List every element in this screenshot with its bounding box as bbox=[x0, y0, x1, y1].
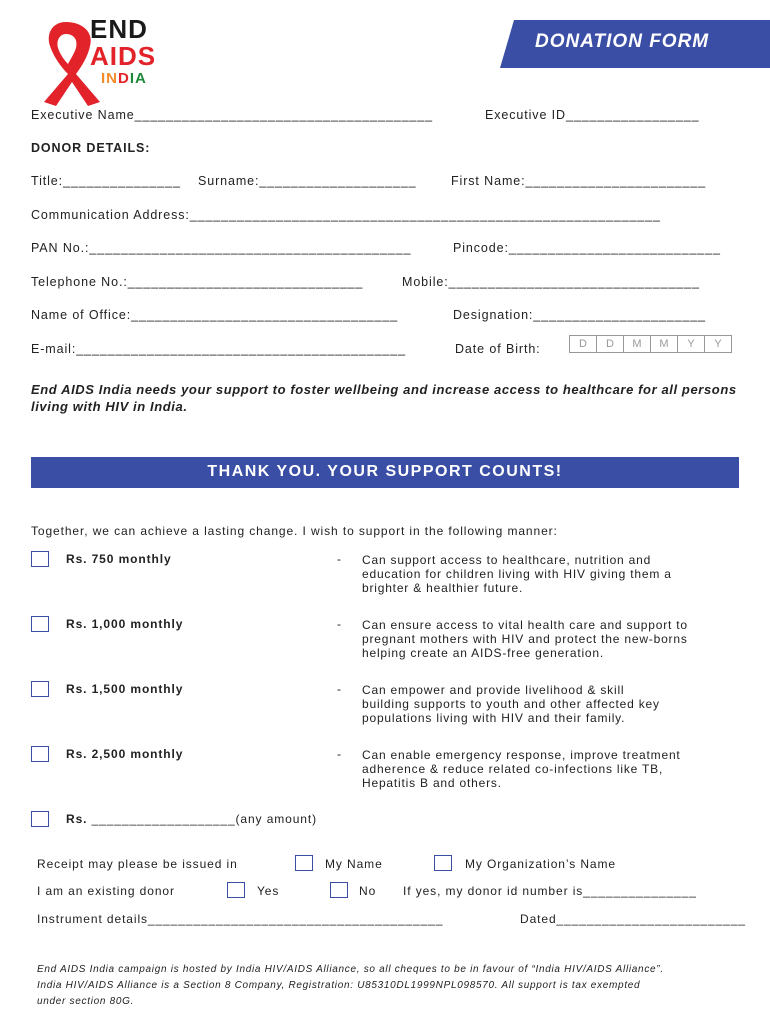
support-heading: THANK YOU. YOUR SUPPORT COUNTS! bbox=[207, 463, 563, 480]
receipt-organization-label: My Organization’s Name bbox=[465, 857, 616, 871]
intro-text: Together, we can achieve a lasting change. I wish to support in the following manner: bbox=[31, 524, 558, 538]
first-name-field[interactable]: First Name:_______________________ bbox=[451, 174, 707, 188]
communication-address-field[interactable]: Communication Address:____________________________________________________________ bbox=[31, 208, 661, 222]
dob-box[interactable]: M bbox=[650, 335, 678, 353]
instrument-details-field[interactable]: Instrument details_______________________________________ bbox=[37, 912, 444, 926]
footer-note: End AIDS India campaign is hosted by India HIV/AIDS Alliance, so all cheques to be in favour of “India HIV/AIDS Alliance”. India HIV/AIDS Alliance is a Section 8 Company, Registration: U85310DL1999NPL098570. All support is tax exempted under section 80G. bbox=[37, 964, 664, 1007]
appeal-text: End AIDS India needs your support to foster wellbeing and increase access to healthcare for all persons living with HIV in India. bbox=[31, 382, 737, 414]
surname-field[interactable]: Surname:____________________ bbox=[198, 174, 417, 188]
option-amount: Rs. 1,500 monthly bbox=[66, 682, 184, 696]
option-description: Can empower and provide livelihood & skill building supports to youth and other affected key populations living with HIV and their family. bbox=[362, 683, 660, 725]
receipt-label: Receipt may please be issued in bbox=[37, 857, 238, 871]
form-title: DONATION FORM bbox=[535, 31, 710, 52]
option-dash: - bbox=[337, 682, 341, 696]
option-description: Can support access to healthcare, nutrition and education for children living with HIV giving them a brighter & healthier future. bbox=[362, 553, 672, 595]
office-name-field[interactable]: Name of Office:__________________________________ bbox=[31, 308, 399, 322]
title-field[interactable]: Title:_______________ bbox=[31, 174, 181, 188]
option-any-amount-checkbox[interactable] bbox=[31, 811, 49, 827]
option-2500-checkbox[interactable] bbox=[31, 746, 49, 762]
receipt-my-name-checkbox[interactable] bbox=[295, 855, 313, 871]
dob-boxes[interactable] bbox=[569, 335, 731, 353]
existing-donor-yes-label: Yes bbox=[257, 884, 280, 898]
dob-label: Date of Birth: bbox=[455, 342, 541, 356]
option-dash: - bbox=[337, 617, 341, 631]
option-amount: Rs. 2,500 monthly bbox=[66, 747, 184, 761]
pincode-field[interactable]: Pincode:___________________________ bbox=[453, 241, 721, 255]
designation-field[interactable]: Designation:______________________ bbox=[453, 308, 707, 322]
option-amount: Rs. 1,000 monthly bbox=[66, 617, 184, 631]
logo-text-aids: AIDS bbox=[90, 41, 157, 71]
dob-box[interactable]: M bbox=[623, 335, 651, 353]
telephone-field[interactable]: Telephone No.:______________________________ bbox=[31, 275, 364, 289]
option-1500-checkbox[interactable] bbox=[31, 681, 49, 697]
donor-id-field[interactable]: If yes, my donor id number is_______________ bbox=[403, 884, 697, 898]
logo-text-end: END bbox=[90, 14, 148, 44]
donor-details-heading: DONOR DETAILS: bbox=[31, 141, 151, 155]
mobile-field[interactable]: Mobile:________________________________ bbox=[402, 275, 700, 289]
executive-name-field[interactable]: Executive Name______________________________________ bbox=[31, 108, 433, 122]
dated-field[interactable]: Dated_________________________ bbox=[520, 912, 746, 926]
option-750-checkbox[interactable] bbox=[31, 551, 49, 567]
dob-box[interactable]: D bbox=[569, 335, 597, 353]
email-field[interactable]: E-mail:__________________________________________ bbox=[31, 342, 406, 356]
option-dash: - bbox=[337, 747, 341, 761]
any-amount-field[interactable]: Rs. ___________________(any amount) bbox=[66, 812, 318, 826]
option-description: Can ensure access to vital health care and support to pregnant mothers with HIV and protect the new-borns helping create an AIDS-free generation. bbox=[362, 618, 688, 660]
existing-donor-yes-checkbox[interactable] bbox=[227, 882, 245, 898]
existing-donor-label: I am an existing donor bbox=[37, 884, 175, 898]
receipt-organization-checkbox[interactable] bbox=[434, 855, 452, 871]
existing-donor-no-label: No bbox=[359, 884, 377, 898]
option-dash: - bbox=[337, 552, 341, 566]
receipt-my-name-label: My Name bbox=[325, 857, 383, 871]
option-description: Can enable emergency response, improve treatment adherence & reduce related co-infections like TB, Hepatitis B and others. bbox=[362, 748, 681, 790]
logo-text-india: INDIA bbox=[101, 70, 147, 87]
pan-field[interactable]: PAN No.:_________________________________________ bbox=[31, 241, 412, 255]
option-1000-checkbox[interactable] bbox=[31, 616, 49, 632]
executive-id-field[interactable]: Executive ID_________________ bbox=[485, 108, 700, 122]
dob-box[interactable]: D bbox=[596, 335, 624, 353]
dob-box[interactable]: Y bbox=[677, 335, 705, 353]
option-amount: Rs. 750 monthly bbox=[66, 552, 172, 566]
existing-donor-no-checkbox[interactable] bbox=[330, 882, 348, 898]
dob-box[interactable]: Y bbox=[704, 335, 732, 353]
